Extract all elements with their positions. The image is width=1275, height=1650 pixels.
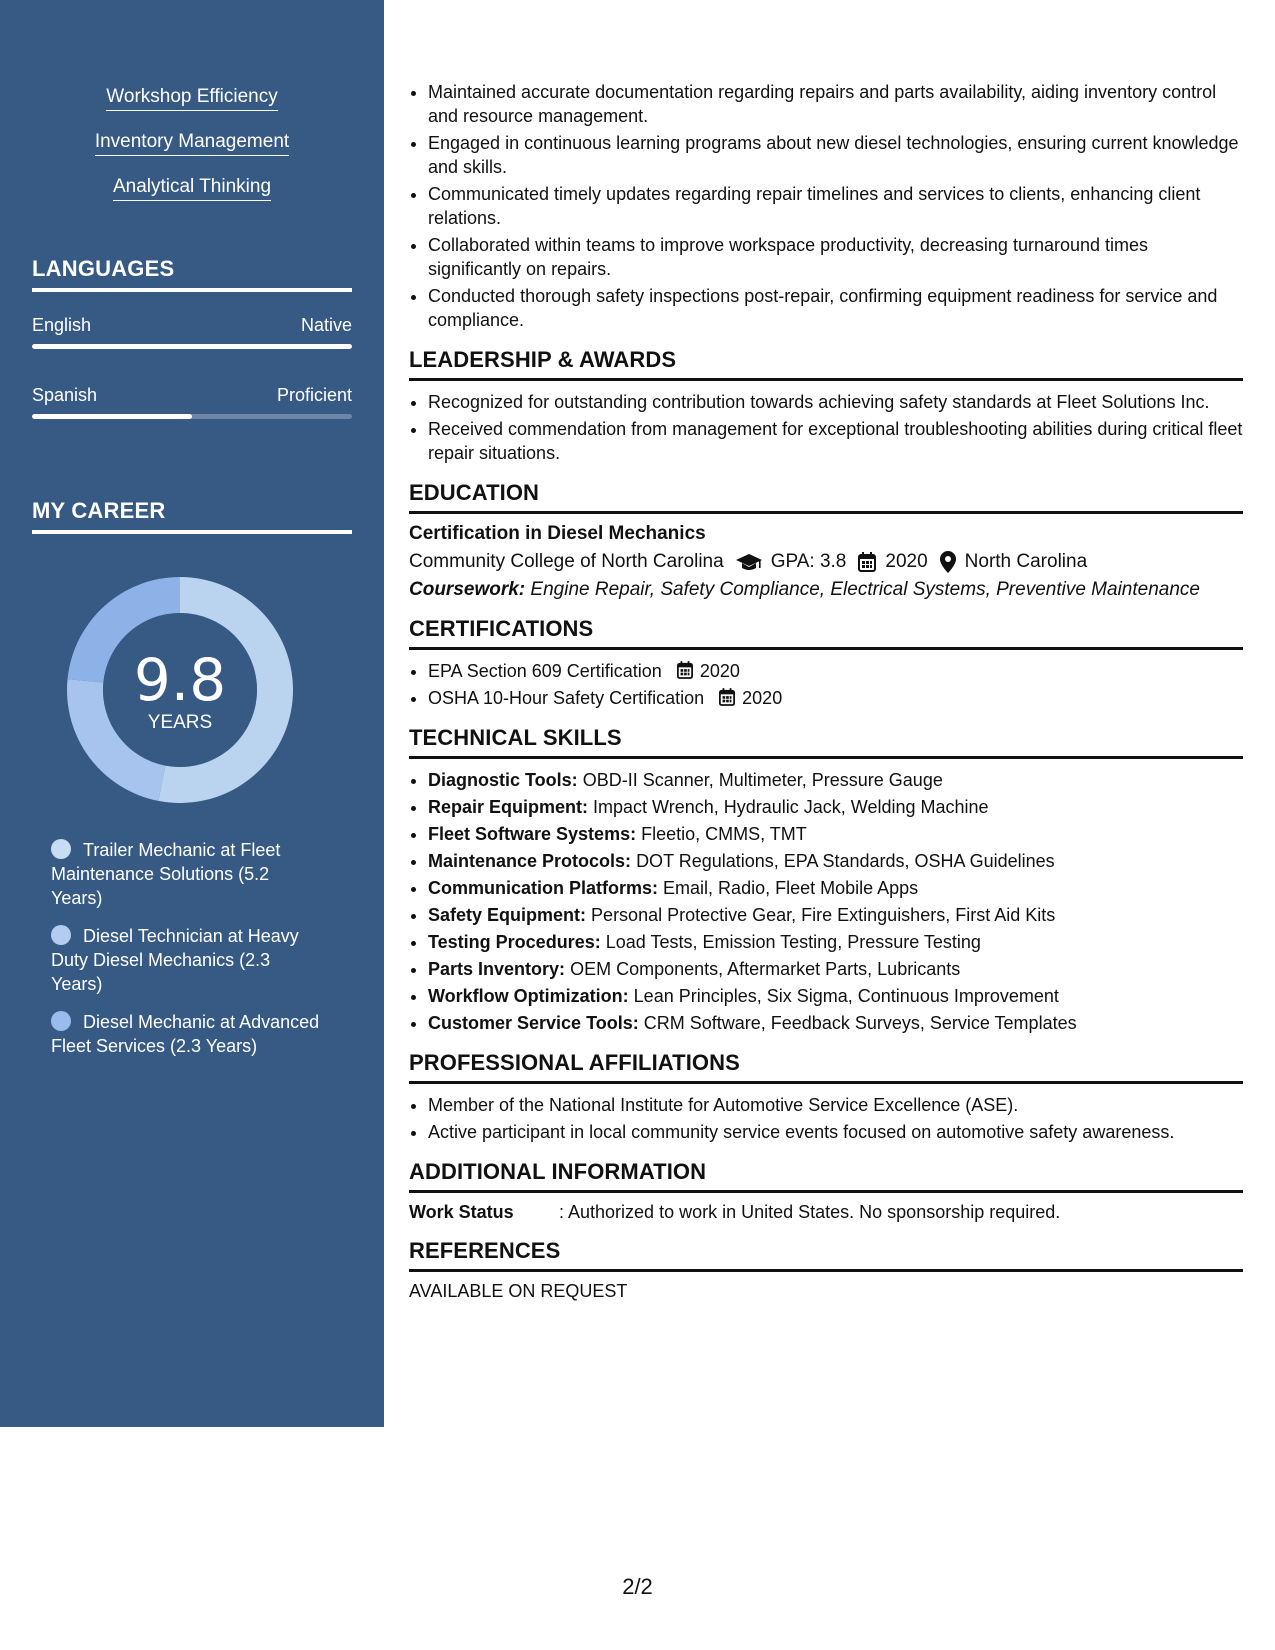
experience-bullet: • Conducted thorough safety inspections post-repair, confirming equipment readiness for service and compliance.	[428, 284, 1243, 332]
language-name: English	[32, 315, 92, 335]
technical-skills-list	[409, 768, 1243, 1035]
education-gpa: GPA: 3.8	[770, 551, 847, 572]
technical-skill-item	[428, 957, 1243, 981]
leadership-item: • Recognized for outstanding contribution towards achieving safety standards at Fleet Solutions Inc.	[428, 390, 1243, 414]
additional-info-heading: ADDITIONAL INFORMATION	[409, 1159, 1243, 1193]
career-total-years: 9.8	[133, 646, 227, 714]
certification-name: OSHA 10-Hour Safety Certification	[428, 688, 705, 708]
career-heading: MY CAREER	[32, 498, 352, 534]
leadership-heading: LEADERSHIP & AWARDS	[409, 347, 1243, 381]
career-item	[51, 924, 321, 996]
skill-category: Maintenance Protocols:	[428, 851, 632, 871]
references-text: AVAILABLE ON REQUEST	[409, 1281, 628, 1301]
languages-heading: LANGUAGES	[32, 256, 352, 292]
skill-tag: Inventory Management	[95, 131, 289, 156]
technical-skill-item	[428, 822, 1243, 846]
skill-values: Personal Protective Gear, Fire Extinguishers, First Aid Kits	[591, 905, 1056, 925]
skill-category: Fleet Software Systems:	[428, 824, 637, 844]
experience-bullet: • Collaborated within teams to improve workspace productivity, decreasing turnaround times significantly on repairs.	[428, 233, 1243, 281]
skill-values: OBD-II Scanner, Multimeter, Pressure Gauge	[582, 770, 943, 790]
language-bar-fill	[32, 414, 192, 419]
skill-values: Impact Wrench, Hydraulic Jack, Welding Machine	[593, 797, 989, 817]
technical-skill-item	[428, 903, 1243, 927]
affiliations-list	[409, 1093, 1243, 1144]
leadership-item: • Received commendation from management for exceptional troubleshooting abilities during critical fleet repair situations.	[428, 417, 1243, 465]
technical-skill-item	[428, 795, 1243, 819]
technical-skill-item	[428, 768, 1243, 792]
education-school: Community College of North Carolina	[409, 551, 724, 572]
career-item	[51, 1010, 321, 1058]
page-number: 2/2	[622, 1574, 653, 1599]
language-level: Native	[300, 315, 352, 335]
skill-category: Safety Equipment:	[428, 905, 587, 925]
certification-year: 2020	[742, 688, 783, 708]
skill-tag: Analytical Thinking	[113, 176, 271, 201]
language-bar	[32, 344, 352, 349]
graduation-cap-icon	[736, 552, 762, 572]
references-heading: REFERENCES	[409, 1238, 1243, 1272]
career-item-text: Diesel Technician at Heavy Duty Diesel Mechanics (2.3 Years)	[51, 926, 299, 994]
affiliation-item: • Member of the National Institute for Automotive Service Excellence (ASE).	[428, 1093, 1243, 1117]
skill-values: CRM Software, Feedback Surveys, Service Templates	[643, 1013, 1077, 1033]
technical-skills-heading: TECHNICAL SKILLS	[409, 725, 1243, 759]
main-content	[409, 80, 1243, 1302]
career-total-unit: YEARS	[147, 712, 213, 733]
certification-year: 2020	[699, 661, 740, 681]
career-dot-icon	[51, 1011, 71, 1031]
language-bar-fill	[32, 344, 352, 349]
language-name: Spanish	[32, 385, 98, 405]
career-item	[51, 838, 321, 910]
skill-values: Fleetio, CMMS, TMT	[641, 824, 807, 844]
calendar-icon	[719, 688, 735, 706]
education-year: 2020	[885, 551, 928, 572]
technical-skill-item	[428, 849, 1243, 873]
experience-bullet: • Communicated timely updates regarding repair timelines and services to clients, enhancing client relations.	[428, 182, 1243, 230]
work-status-value: : Authorized to work in United States. No sponsorship required.	[559, 1202, 1061, 1222]
certification-item	[428, 659, 1243, 683]
skill-values: Lean Principles, Six Sigma, Continuous Improvement	[633, 986, 1059, 1006]
language-row	[32, 385, 352, 406]
career-item-text: Trailer Mechanic at Fleet Maintenance Solutions (5.2 Years)	[51, 840, 281, 908]
career-dot-icon	[51, 925, 71, 945]
calendar-icon	[677, 661, 693, 679]
leadership-list	[409, 390, 1243, 465]
education-title: Certification in Diesel Mechanics	[409, 523, 706, 544]
technical-skill-item	[428, 876, 1243, 900]
coursework-label: Coursework:	[409, 579, 526, 600]
language-bar	[32, 414, 352, 419]
skill-tag: Workshop Efficiency	[106, 86, 277, 111]
education-coursework	[409, 579, 1243, 601]
education-heading: EDUCATION	[409, 480, 1243, 514]
technical-skill-item	[428, 930, 1243, 954]
language-row	[32, 315, 352, 336]
experience-bullet: • Engaged in continuous learning programs about new diesel technologies, ensuring current knowledge and skills.	[428, 131, 1243, 179]
skill-category: Parts Inventory:	[428, 959, 566, 979]
skill-values: Load Tests, Emission Testing, Pressure Testing	[605, 932, 981, 952]
skill-values: Email, Radio, Fleet Mobile Apps	[663, 878, 919, 898]
skill-category: Testing Procedures:	[428, 932, 601, 952]
calendar-icon	[858, 552, 876, 572]
skill-category: Workflow Optimization:	[428, 986, 629, 1006]
technical-skill-item	[428, 984, 1243, 1008]
certification-item	[428, 686, 1243, 710]
experience-bullets	[409, 80, 1243, 332]
skill-category: Customer Service Tools:	[428, 1013, 639, 1033]
skill-values: OEM Components, Aftermarket Parts, Lubricants	[570, 959, 961, 979]
work-status-label: Work Status	[409, 1202, 514, 1222]
language-level: Proficient	[276, 385, 352, 405]
skills-list	[0, 86, 384, 221]
education-details	[409, 551, 1243, 573]
skill-values: DOT Regulations, EPA Standards, OSHA Guidelines	[636, 851, 1055, 871]
career-dot-icon	[51, 839, 71, 859]
technical-skill-item	[428, 1011, 1243, 1035]
coursework-text: Engine Repair, Safety Compliance, Electrical Systems, Preventive Maintenance	[530, 579, 1200, 600]
certifications-list	[409, 659, 1243, 710]
career-donut	[67, 577, 293, 803]
affiliation-item: • Active participant in local community service events focused on automotive safety awareness.	[428, 1120, 1243, 1144]
career-item-text: Diesel Mechanic at Advanced Fleet Services (2.3 Years)	[51, 1012, 320, 1056]
education-location: North Carolina	[964, 551, 1088, 572]
career-list	[51, 838, 321, 1072]
location-pin-icon	[940, 551, 956, 573]
skill-category: Communication Platforms:	[428, 878, 659, 898]
affiliations-heading: PROFESSIONAL AFFILIATIONS	[409, 1050, 1243, 1084]
certifications-heading: CERTIFICATIONS	[409, 616, 1243, 650]
sidebar	[0, 0, 384, 1427]
skill-category: Repair Equipment:	[428, 797, 589, 817]
skill-category: Diagnostic Tools:	[428, 770, 578, 790]
experience-bullet: • Maintained accurate documentation regarding repairs and parts availability, aiding inventory control and resource management.	[428, 80, 1243, 128]
work-status-row	[409, 1202, 1243, 1223]
certification-name: EPA Section 609 Certification	[428, 661, 662, 681]
